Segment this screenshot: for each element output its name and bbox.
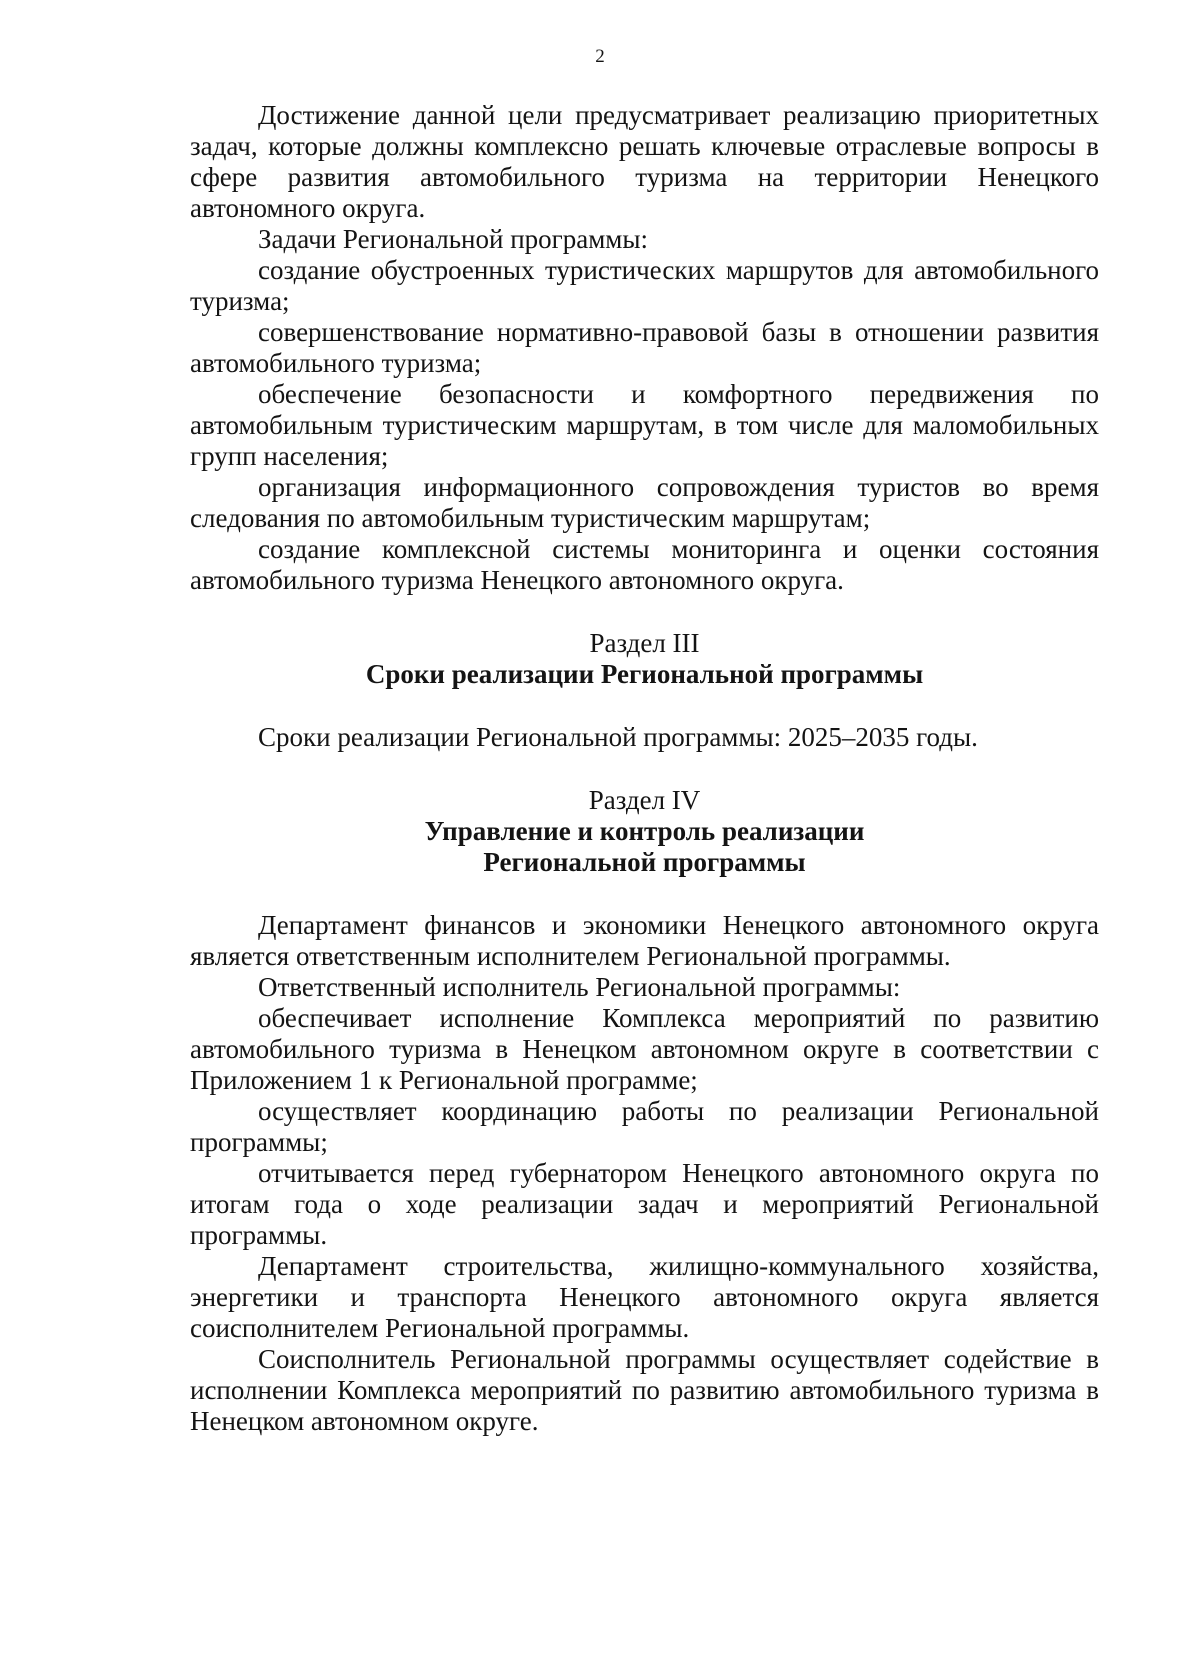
paragraph-goal-tasks: Достижение данной цели предусматривает реализацию приоритетных задач, которые должны комплексно решать ключевые отраслевые вопросы в сфере развития автомобильного туризма на территории Ненецкого автономного округа. [190, 100, 1099, 223]
document-body [190, 100, 1099, 1437]
task-item-information: организация информационного сопровождения туристов во время следования по автомобильным туристическим маршрутам; [190, 472, 1099, 533]
paragraph-executor-duties-heading: Ответственный исполнитель Региональной программы: [258, 972, 901, 1002]
section-3-label: Раздел III [589, 628, 700, 658]
section-3-title: Сроки реализации Региональной программы [365, 659, 924, 689]
section-4-label: Раздел IV [588, 785, 701, 815]
task-item-safety: обеспечение безопасности и комфортного передвижения по автомобильным туристическим маршрутам, в том числе для маломобильных групп населения; [190, 379, 1099, 471]
section-4-title-line2: Региональной программы [483, 847, 806, 877]
paragraph-co-executor: Департамент строительства, жилищно-коммунального хозяйства, энергетики и транспорта Ненецкого автономного округа является соисполнителем Региональной программы. [190, 1251, 1099, 1343]
page-number: 2 [595, 46, 605, 67]
duty-item-coordination: осуществляет координацию работы по реализации Региональной программы; [190, 1096, 1099, 1157]
task-item-legal-base: совершенствование нормативно-правовой базы в отношении развития автомобильного туризма; [190, 317, 1099, 378]
duty-item-reporting: отчитывается перед губернатором Ненецкого автономного округа по итогам года о ходе реализации задач и мероприятий Региональной программы. [190, 1158, 1099, 1250]
duty-item-execution: обеспечивает исполнение Комплекса мероприятий по развитию автомобильного туризма в Ненецком автономном округе в соответствии с Приложением 1 к Региональной программе; [190, 1003, 1099, 1095]
paragraph-tasks-heading: Задачи Региональной программы: [258, 224, 649, 254]
task-item-routes: создание обустроенных туристических маршрутов для автомобильного туризма; [190, 255, 1099, 316]
section-3-text: Сроки реализации Региональной программы: 2025–2035 годы. [258, 722, 978, 752]
paragraph-co-executor-role: Соисполнитель Региональной программы осуществляет содействие в исполнении Комплекса мероприятий по развитию автомобильного туризма в Ненецком автономном округе. [190, 1344, 1099, 1436]
task-item-monitoring: создание комплексной системы мониторинга и оценки состояния автомобильного туризма Ненецкого автономного округа. [190, 534, 1099, 595]
section-4-title-line1: Управление и контроль реализации [424, 816, 865, 846]
paragraph-responsible-executor: Департамент финансов и экономики Ненецкого автономного округа является ответственным исполнителем Региональной программы. [190, 910, 1099, 971]
